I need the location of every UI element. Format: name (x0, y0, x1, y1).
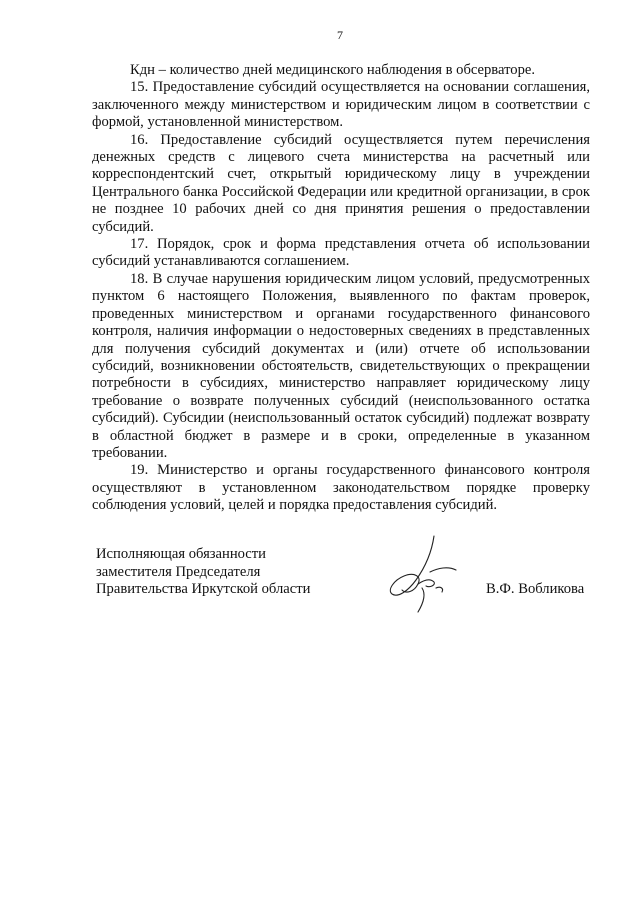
paragraph-16: 16. Предоставление субсидий осуществляется путем перечисления денежных средств с лицевого счета министерства на расчетный или корреспондентский счет, открытый юридическому лицу в учреждении Центрального банка Российской Федерации или кредитной организации, в срок не позднее 10 рабочих дней со дня принятия решения о предоставлении субсидий. (92, 131, 590, 235)
signatory-title-line: заместителя Председателя (96, 563, 261, 580)
paragraph-15: 15. Предоставление субсидий осуществляется на основании соглашения, заключенного между министерством и юридическим лицом в соответствии с формой, установленной министерством. (92, 79, 590, 131)
page-number: 7 (337, 28, 343, 42)
handwritten-signature (372, 528, 468, 616)
paragraph-kdn-definition: Кдн – количество дней медицинского наблюдения в обсерваторе. (130, 62, 535, 78)
signatory-title-line: Исполняющая обязанности (96, 546, 266, 562)
paragraph-19: 19. Министерство и органы государственного финансового контроля осуществляют в установленном законодательством порядке проверку соблюдения условий, целей и порядка предоставления субсидий. (92, 462, 590, 514)
document-body (92, 62, 590, 515)
signatory-title (96, 546, 310, 599)
signatory-title-line: Правительства Иркутской области (96, 581, 311, 598)
paragraph-18: 18. В случае нарушения юридическим лицом условий, предусмотренных пунктом 6 настоящего Положения, выявленного по фактам проверок, проведенных министерством и органами государственного финансового контроля, наличия информации о недостоверных сведениях в представленных для получения субсидий документах и (или) отчете об использовании субсидий, возникновении обстоятельств, свидетельствующих о прекращении потребности в субсидиях, министерство направляет юридическому лицу требование о возврате полученных субсидий (неиспользованного остатка субсидий). Субсидии (неиспользованный остаток субсидий) подлежат возврату в областной бюджет в размере и в сроки, определенные в указанном требовании. (92, 270, 590, 461)
paragraph-17: 17. Порядок, срок и форма представления отчета об использовании субсидий устанавливаются соглашением. (92, 236, 590, 270)
signatory-name: В.Ф. Вобликова (486, 581, 585, 597)
